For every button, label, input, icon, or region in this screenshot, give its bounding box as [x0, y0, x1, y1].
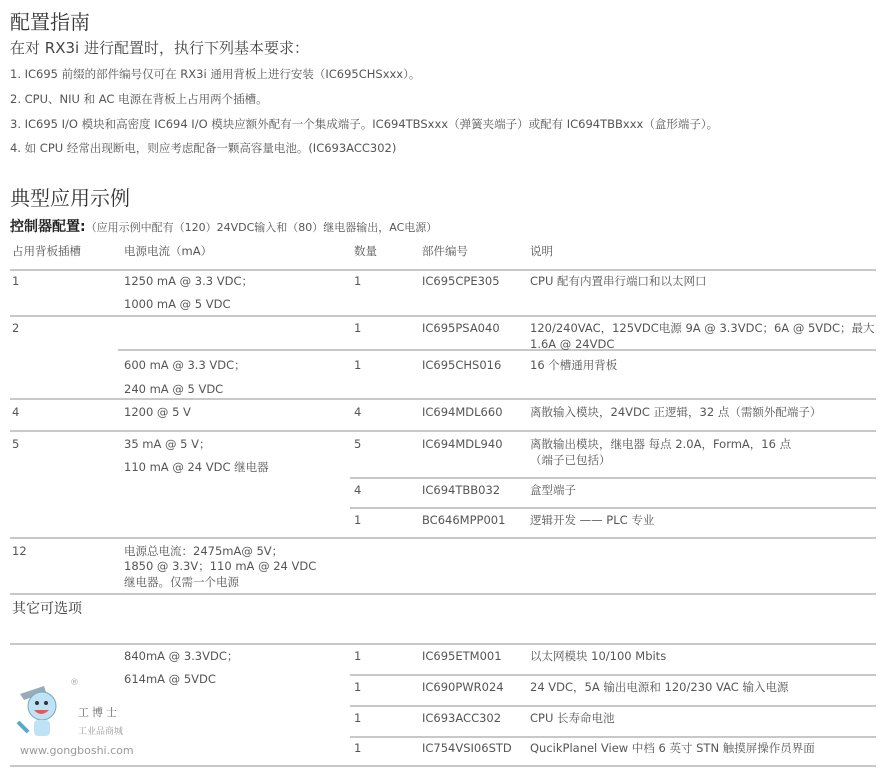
row-desc: 离散输入模块，24VDC 正逻辑，32 点（需额外配端子） [530, 405, 822, 419]
row-desc: 离散输出模块，继电器 每点 2.0A，FormA，16 点 [530, 437, 792, 451]
current: 35 mA @ 5 V； [124, 437, 211, 451]
row-qty: 1 [354, 711, 362, 725]
row-desc: 以太网模块 10/100 Mbits [530, 649, 667, 663]
gongboshi-watermark: ® 工博士 工业品商城 www.gongboshi.com [14, 680, 144, 760]
slot: 4 [12, 405, 20, 419]
guide-item: 4. 如 CPU 经常出现断电，则应考虑配备一颗高容量电池。(IC693ACC302) [10, 141, 397, 155]
divider [350, 736, 876, 738]
guide-item: 3. IC695 I/O 模块和高密度 IC694 I/O 模块应额外配有一个集成端子。IC694TBSxxx（弹簧夹端子）或配有 IC694TBBxxx（盒形端子）。 [10, 117, 719, 131]
header-part: 部件编号 [422, 244, 468, 258]
row-desc: 盒型端子 [530, 483, 576, 497]
divider [10, 430, 876, 432]
example-title: 典型应用示例 [10, 186, 130, 210]
current: 继电器。仅需一个电源 [124, 575, 239, 589]
option-current: 614mA @ 5VDC [124, 672, 216, 686]
row-part: IC695CHS016 [422, 358, 502, 372]
row-desc: 24 VDC，5A 输出电源和 120/230 VAC 输入电源 [530, 680, 789, 694]
controller-label: 控制器配置: [10, 219, 86, 235]
divider [10, 315, 876, 317]
row-qty: 1 [354, 649, 362, 663]
row-qty: 1 [354, 321, 362, 335]
header-qty: 数量 [354, 244, 377, 258]
row-part: IC690PWR024 [422, 680, 504, 694]
row-part: BC646MPP001 [422, 513, 506, 527]
slot: 1 [12, 274, 20, 288]
current: 110 mA @ 24 VDC 继电器 [124, 460, 269, 474]
option-current: 840mA @ 3.3VDC； [124, 649, 239, 663]
row-qty: 1 [354, 741, 362, 755]
row-part: IC695CPE305 [422, 274, 500, 288]
guide-item: 1. IC695 前缀的部件编号仅可在 RX3i 通用背板上进行安装（IC695CHSxxx）。 [10, 67, 421, 81]
divider [10, 398, 876, 400]
header-desc: 说明 [530, 244, 553, 258]
divider [10, 537, 876, 539]
row-desc-cont: 1.6A @ 24VDC [530, 337, 615, 351]
header-current: 电源电流（mA） [124, 244, 213, 258]
current: 1200 @ 5 V [124, 405, 191, 419]
row-part: IC693ACC302 [422, 711, 502, 725]
slot: 2 [12, 321, 20, 335]
divider [118, 349, 876, 351]
current: 1850 @ 3.3V；110 mA @ 24 VDC [124, 559, 317, 573]
divider [10, 765, 876, 767]
row-desc-cont: （端子已包括） [530, 453, 611, 467]
divider [10, 643, 876, 645]
divider [350, 477, 876, 479]
guide-subtitle: 在对 RX3i 进行配置时，执行下列基本要求： [10, 39, 309, 57]
row-part: IC754VSI06STD [422, 741, 512, 755]
row-qty: 1 [354, 358, 362, 372]
row-desc: 逻辑开发 —— PLC 专业 [530, 513, 655, 527]
current: 1000 mA @ 5 VDC [124, 297, 231, 311]
row-qty: 1 [354, 274, 362, 288]
row-qty: 4 [354, 405, 362, 419]
current: 1250 mA @ 3.3 VDC； [124, 274, 253, 288]
header-slot: 占用背板插槽 [12, 244, 81, 258]
row-desc: 120/240VAC，125VDC电源 9A @ 3.3VDC；6A @ 5VDC；最大 [530, 321, 875, 335]
row-qty: 1 [354, 680, 362, 694]
slot: 12 [12, 544, 27, 558]
row-part: IC695ETM001 [422, 649, 502, 663]
row-desc: 16 个槽通用背板 [530, 358, 618, 372]
row-part: IC694MDL940 [422, 437, 503, 451]
current: 600 mA @ 3.3 VDC； [124, 358, 246, 372]
row-desc: QucikPlanel View 中档 6 英寸 STN 触摸屏操作员界面 [530, 741, 815, 755]
divider [10, 269, 876, 271]
divider [10, 593, 876, 595]
row-qty: 1 [354, 513, 362, 527]
row-desc: CPU 长寿命电池 [530, 711, 615, 725]
mascot-logo [14, 680, 74, 742]
guide-title: 配置指南 [10, 10, 90, 34]
slot: 5 [12, 437, 20, 451]
options-title: 其它可选项 [12, 601, 82, 617]
controller-config [10, 216, 437, 236]
controller-note: （应用示例中配有（120）24VDC输入和（80）继电器输出，AC电源） [85, 221, 438, 234]
divider [350, 507, 876, 509]
row-qty: 5 [354, 437, 362, 451]
row-qty: 4 [354, 483, 362, 497]
row-part: IC695PSA040 [422, 321, 500, 335]
current: 240 mA @ 5 VDC [124, 382, 224, 396]
row-part: IC694MDL660 [422, 405, 503, 419]
divider [350, 674, 876, 676]
guide-item: 2. CPU、NIU 和 AC 电源在背板上占用两个插槽。 [10, 92, 268, 106]
row-desc: CPU 配有内置串行端口和以太网口 [530, 274, 707, 288]
divider [350, 705, 876, 707]
current: 电源总电流：2475mA@ 5V； [124, 544, 284, 558]
row-part: IC694TBB032 [422, 483, 501, 497]
